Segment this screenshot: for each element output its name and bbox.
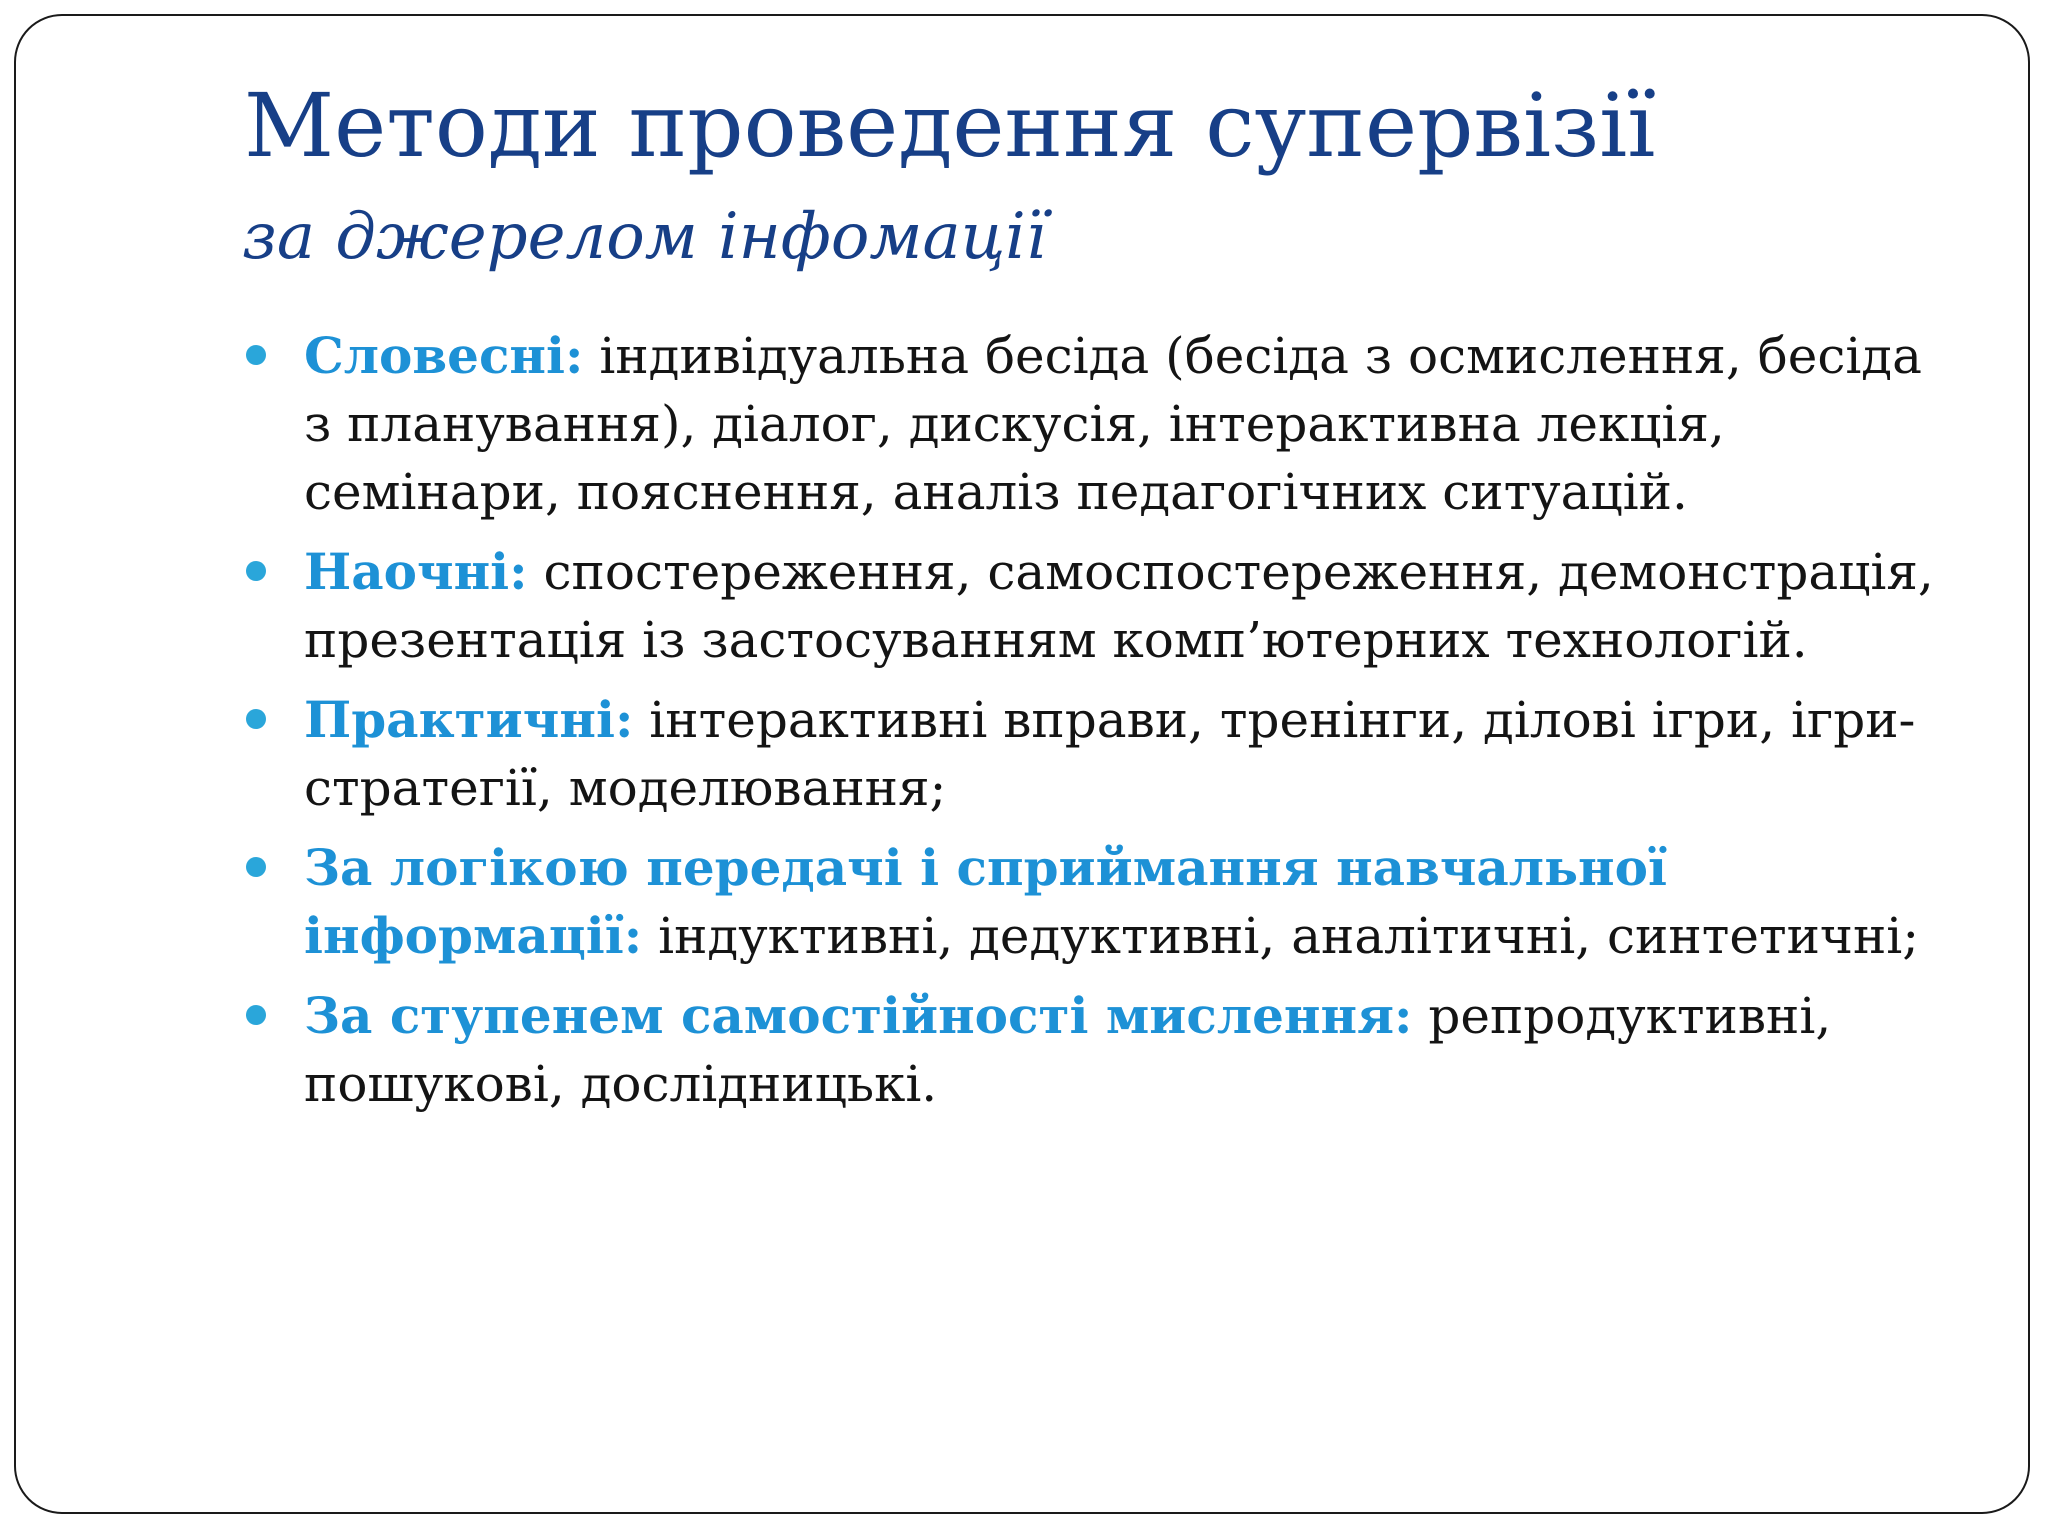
item-description: індивідуальна бесіда (бесіда з осмислення, бесіда з планування), діалог, дискусія, інтерактивна лекція, семінари, пояснення, аналіз педагогічних ситуацій. <box>304 327 1922 521</box>
bullet-dot-icon <box>246 345 266 365</box>
item-description: інтерактивні вправи, тренінги, ділові ігри, ігри-стратегії, моделювання; <box>304 691 1916 817</box>
list-item-visual <box>244 538 1944 674</box>
item-term: Наочні: <box>304 542 528 601</box>
list-item-logic <box>244 834 1944 970</box>
item-description: репродуктивні, пошукові, дослідницькі. <box>304 987 1832 1113</box>
item-description: індуктивні, дедуктивні, аналітичні, синтетичні; <box>642 907 1920 965</box>
list-item-verbal <box>244 322 1944 526</box>
bullet-dot-icon <box>246 709 266 729</box>
list-item-independence <box>244 982 1944 1118</box>
item-term: Словесні: <box>304 326 584 385</box>
bullet-dot-icon <box>246 857 266 877</box>
slide-subtitle: за джерелом інфомації <box>242 200 1047 274</box>
bullet-list <box>244 322 1944 1130</box>
bullet-dot-icon <box>246 561 266 581</box>
item-term: Практичні: <box>304 690 634 749</box>
item-term: За логікою передачі і сприймання навчальної інформації: <box>304 838 1667 965</box>
item-description: спостереження, самоспостереження, демонстрація, презентація із застосуванням комп’ютерних технологій. <box>304 543 1934 669</box>
item-term: За ступенем самостійності мислення: <box>304 986 1413 1045</box>
slide-title: Методи проведення супервізії <box>244 74 1656 177</box>
list-item-practical <box>244 686 1944 822</box>
slide-frame <box>14 14 2030 1514</box>
bullet-dot-icon <box>246 1005 266 1025</box>
